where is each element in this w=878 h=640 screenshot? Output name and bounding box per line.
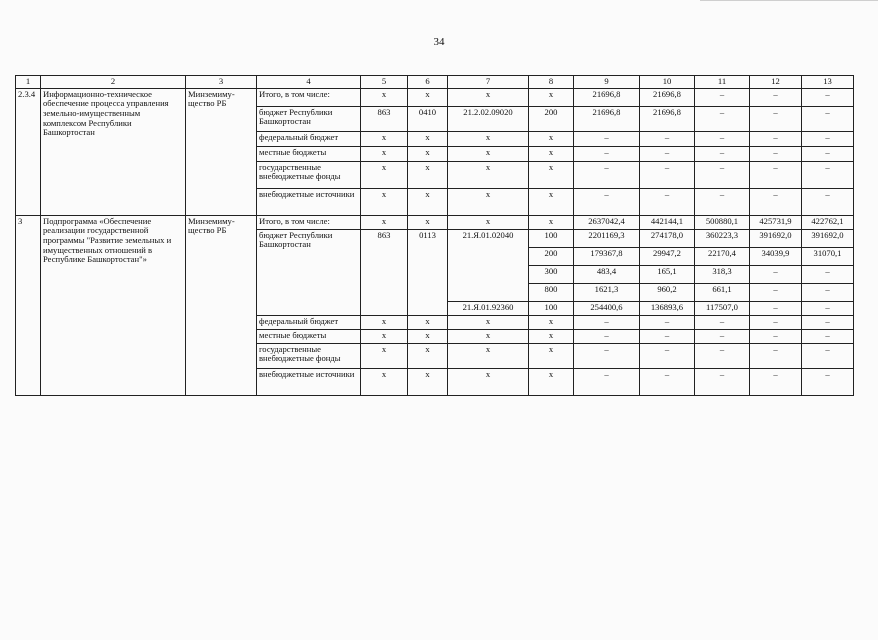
cell-c12: – <box>750 329 802 343</box>
cell-c10: – <box>640 146 695 161</box>
col-number: 8 <box>529 76 574 89</box>
cell-c7: x <box>448 368 529 395</box>
cell-c9: – <box>574 188 640 215</box>
cell-c10: – <box>640 131 695 146</box>
cell-c10: 274178,0 <box>640 229 695 247</box>
cell-c12: – <box>750 106 802 131</box>
cell-c10: 136893,6 <box>640 301 695 315</box>
cell-c7: x <box>448 343 529 368</box>
cell-c11: 661,1 <box>695 283 750 301</box>
cell-c6: x <box>408 343 448 368</box>
cell-c11: 500880,1 <box>695 215 750 229</box>
cell-c7: x <box>448 146 529 161</box>
cell-c10: – <box>640 368 695 395</box>
cell-c8: 800 <box>529 283 574 301</box>
cell-c8: 300 <box>529 265 574 283</box>
cell-c8: x <box>529 329 574 343</box>
cell-c11: – <box>695 106 750 131</box>
cell-c9: – <box>574 368 640 395</box>
cell-c13: – <box>802 88 854 106</box>
cell-c7: x <box>448 188 529 215</box>
cell-c6: 0113 <box>408 229 448 315</box>
cell-c5: 863 <box>361 106 408 131</box>
col-number: 12 <box>750 76 802 89</box>
cell-c12: – <box>750 265 802 283</box>
cell-c13: – <box>802 131 854 146</box>
cell-c9: 254400,6 <box>574 301 640 315</box>
cell-c8: x <box>529 88 574 106</box>
cell-c5: x <box>361 329 408 343</box>
cell-c9: – <box>574 161 640 188</box>
cell-c12: – <box>750 146 802 161</box>
cell-c9: 21696,8 <box>574 88 640 106</box>
row-number: 3 <box>16 215 41 395</box>
funding-source: государственные внебюджетные фонды <box>257 343 361 368</box>
cell-c13: – <box>802 161 854 188</box>
cell-c12: – <box>750 301 802 315</box>
cell-c12: – <box>750 283 802 301</box>
cell-c13: – <box>802 283 854 301</box>
cell-c11: – <box>695 146 750 161</box>
cell-c12: – <box>750 188 802 215</box>
cell-c13: – <box>802 188 854 215</box>
cell-c13: 391692,0 <box>802 229 854 247</box>
cell-c9: 2637042,4 <box>574 215 640 229</box>
cell-c9: 2201169,3 <box>574 229 640 247</box>
cell-c8: x <box>529 315 574 329</box>
cell-c6: x <box>408 368 448 395</box>
funding-source: государственные внебюджетные фонды <box>257 161 361 188</box>
col-number: 7 <box>448 76 529 89</box>
cell-c9: – <box>574 315 640 329</box>
cell-c12: 425731,9 <box>750 215 802 229</box>
col-number: 11 <box>695 76 750 89</box>
cell-c6: x <box>408 315 448 329</box>
cell-c10: – <box>640 329 695 343</box>
cell-c12: – <box>750 161 802 188</box>
cell-c8: x <box>529 131 574 146</box>
cell-c7: x <box>448 161 529 188</box>
cell-c5: x <box>361 146 408 161</box>
cell-c13: – <box>802 265 854 283</box>
cell-c9: 179367,8 <box>574 247 640 265</box>
cell-c13: – <box>802 315 854 329</box>
cell-c8: 200 <box>529 106 574 131</box>
cell-c10: 21696,8 <box>640 106 695 131</box>
funding-source: бюджет Республики Башкортостан <box>257 106 361 131</box>
cell-c9: – <box>574 343 640 368</box>
cell-c7: 21.2.02.09020 <box>448 106 529 131</box>
cell-c9: 483,4 <box>574 265 640 283</box>
section-2-3-4 <box>16 88 854 215</box>
table-row-total <box>16 215 854 229</box>
cell-c8: x <box>529 161 574 188</box>
cell-c8: 100 <box>529 229 574 247</box>
col-number: 10 <box>640 76 695 89</box>
funding-source: федеральный бюджет <box>257 315 361 329</box>
page-number: 34 <box>433 36 445 48</box>
cell-c13: – <box>802 343 854 368</box>
cell-c10: 21696,8 <box>640 88 695 106</box>
row-executor: Минземиму-щество РБ <box>186 88 257 215</box>
cell-c6: x <box>408 215 448 229</box>
cell-c10: – <box>640 188 695 215</box>
cell-c7: x <box>448 215 529 229</box>
cell-c8: 200 <box>529 247 574 265</box>
cell-c6: x <box>408 161 448 188</box>
funding-source: федеральный бюджет <box>257 131 361 146</box>
cell-c11: – <box>695 88 750 106</box>
funding-source: внебюджетные источники <box>257 188 361 215</box>
funding-source: внебюджетные источники <box>257 368 361 395</box>
cell-c9: 1621,3 <box>574 283 640 301</box>
cell-c11: – <box>695 131 750 146</box>
cell-c12: – <box>750 315 802 329</box>
cell-c10: – <box>640 315 695 329</box>
scan-edge-line <box>700 0 878 1</box>
cell-c9: – <box>574 131 640 146</box>
cell-c6: x <box>408 88 448 106</box>
cell-c13: – <box>802 368 854 395</box>
cell-c7: 21.Я.01.92360 <box>448 301 529 315</box>
cell-c11: 360223,3 <box>695 229 750 247</box>
cell-c8: 100 <box>529 301 574 315</box>
cell-c7: x <box>448 88 529 106</box>
cell-c11: – <box>695 329 750 343</box>
cell-c7: x <box>448 315 529 329</box>
cell-c10: 165,1 <box>640 265 695 283</box>
col-number: 2 <box>41 76 186 89</box>
cell-c6: 0410 <box>408 106 448 131</box>
cell-c12: – <box>750 368 802 395</box>
cell-c5: x <box>361 215 408 229</box>
cell-c8: x <box>529 215 574 229</box>
cell-c10: – <box>640 343 695 368</box>
cell-c7: x <box>448 329 529 343</box>
funding-source: Итого, в том числе: <box>257 215 361 229</box>
row-executor: Минземиму-щество РБ <box>186 215 257 395</box>
cell-c5: x <box>361 131 408 146</box>
cell-c13: – <box>802 301 854 315</box>
cell-c10: 442144,1 <box>640 215 695 229</box>
cell-c12: – <box>750 88 802 106</box>
row-number: 2.3.4 <box>16 88 41 215</box>
col-number: 3 <box>186 76 257 89</box>
cell-c10: 29947,2 <box>640 247 695 265</box>
cell-c8: x <box>529 146 574 161</box>
col-number: 13 <box>802 76 854 89</box>
col-number: 9 <box>574 76 640 89</box>
row-name: Информационно-техническое обеспечение процесса управления земельно-имущественным комплексом Республики Башкортостан <box>41 88 186 215</box>
cell-c11: 318,3 <box>695 265 750 283</box>
cell-c11: – <box>695 368 750 395</box>
cell-c6: x <box>408 188 448 215</box>
cell-c13: 31070,1 <box>802 247 854 265</box>
row-name: Подпрограмма «Обеспечение реализации государственной программы "Развитие земельных и имущественных отношений в Республике Башкортостан"» <box>41 215 186 395</box>
cell-c13: 422762,1 <box>802 215 854 229</box>
col-number: 4 <box>257 76 361 89</box>
funding-source: бюджет Республики Башкортостан <box>257 229 361 315</box>
cell-c5: x <box>361 188 408 215</box>
cell-c6: x <box>408 146 448 161</box>
cell-c5: x <box>361 315 408 329</box>
cell-c12: – <box>750 131 802 146</box>
col-number: 1 <box>16 76 41 89</box>
cell-c8: x <box>529 343 574 368</box>
cell-c13: – <box>802 329 854 343</box>
col-number: 6 <box>408 76 448 89</box>
funding-source: Итого, в том числе: <box>257 88 361 106</box>
cell-c11: – <box>695 188 750 215</box>
cell-c5: 863 <box>361 229 408 315</box>
cell-c11: 117507,0 <box>695 301 750 315</box>
cell-c10: – <box>640 161 695 188</box>
cell-c13: – <box>802 146 854 161</box>
funding-source: местные бюджеты <box>257 329 361 343</box>
cell-c9: 21696,8 <box>574 106 640 131</box>
section-3-subprogram <box>16 215 854 395</box>
cell-c9: – <box>574 146 640 161</box>
cell-c5: x <box>361 368 408 395</box>
cell-c12: 391692,0 <box>750 229 802 247</box>
cell-c8: x <box>529 188 574 215</box>
cell-c9: – <box>574 329 640 343</box>
cell-c6: x <box>408 329 448 343</box>
cell-c12: 34039,9 <box>750 247 802 265</box>
program-table <box>15 75 854 396</box>
cell-c12: – <box>750 343 802 368</box>
table-row <box>16 88 854 106</box>
cell-c8: x <box>529 368 574 395</box>
cell-c11: – <box>695 343 750 368</box>
cell-c11: – <box>695 315 750 329</box>
cell-c7: x <box>448 131 529 146</box>
cell-c10: 960,2 <box>640 283 695 301</box>
col-number: 5 <box>361 76 408 89</box>
cell-c11: 22170,4 <box>695 247 750 265</box>
column-number-row <box>16 76 854 89</box>
cell-c13: – <box>802 106 854 131</box>
cell-c5: x <box>361 161 408 188</box>
cell-c11: – <box>695 161 750 188</box>
cell-c7: 21.Я.01.02040 <box>448 229 529 301</box>
cell-c5: x <box>361 343 408 368</box>
cell-c6: x <box>408 131 448 146</box>
funding-source: местные бюджеты <box>257 146 361 161</box>
cell-c5: x <box>361 88 408 106</box>
